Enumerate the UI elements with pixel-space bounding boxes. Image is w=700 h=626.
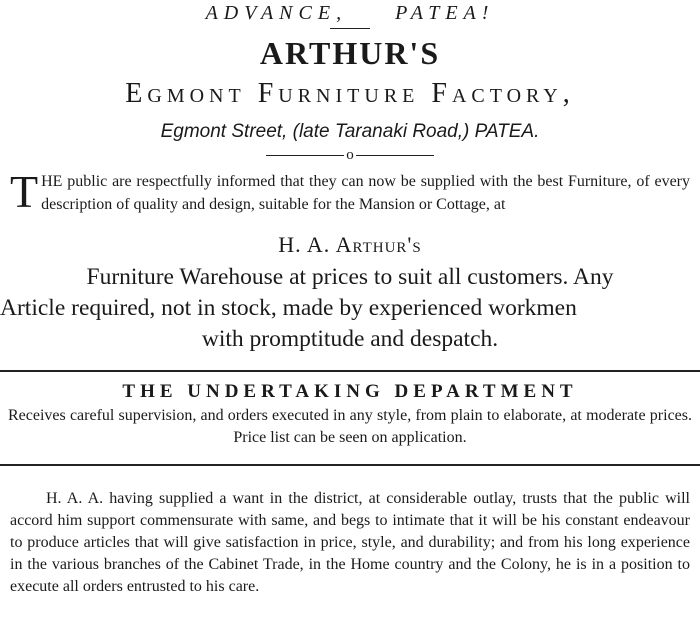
intro-paragraph [10,166,690,217]
business-name: Egmont Furniture Factory, [125,78,575,109]
closing-paragraph [10,488,690,598]
drop-cap: T [10,166,39,217]
ornament-divider [0,145,700,165]
closing-text: H. A. A. having supplied a want in the district, at considerable outlay, trusts that the public will accord him support commensurate with same, and begs to intimate that it will be his constant endeavour to produce articles that will give satisfaction in price, style, and durability; and from his long experience in the various branches of the Cabinet Trade, in the Home country and the Colony, he is in a position to execute all orders entrusted to his care. [10,490,690,595]
masthead-left: ADVANCE, [205,2,348,24]
ornament-glyph: o [346,147,354,163]
undertaking-text: Receives careful supervision, and orders executed in any style, from plain to elaborate, at moderate prices. Price list can be seen on application. [8,407,692,446]
undertaking-section [8,405,692,449]
warehouse-line-3: with promptitude and despatch. [201,326,499,352]
masthead-right: PATEA! [395,2,495,24]
undertaking-heading: THE UNDERTAKING DEPARTMENT [122,381,578,402]
warehouse-line-2: Article required, not in stock, made by experienced workmen [0,295,577,321]
signature-name: H. A. Arthur's [278,232,422,257]
section-divider-top [0,370,700,372]
section-divider-bottom [0,464,700,466]
warehouse-statement [0,262,700,355]
proprietor-name: ARTHUR'S [259,35,441,71]
intro-text: HE public are respectfully informed that they can now be supplied with the best Furniture, of every description of quality and design, suitable for the Mansion or Cottage, at [41,173,690,213]
masthead-divider [330,28,370,29]
warehouse-line-1: Furniture Warehouse at prices to suit all customers. Any [86,264,614,290]
address-line: Egmont Street, (late Taranaki Road,) PATEA. [160,121,540,142]
masthead [0,0,700,26]
